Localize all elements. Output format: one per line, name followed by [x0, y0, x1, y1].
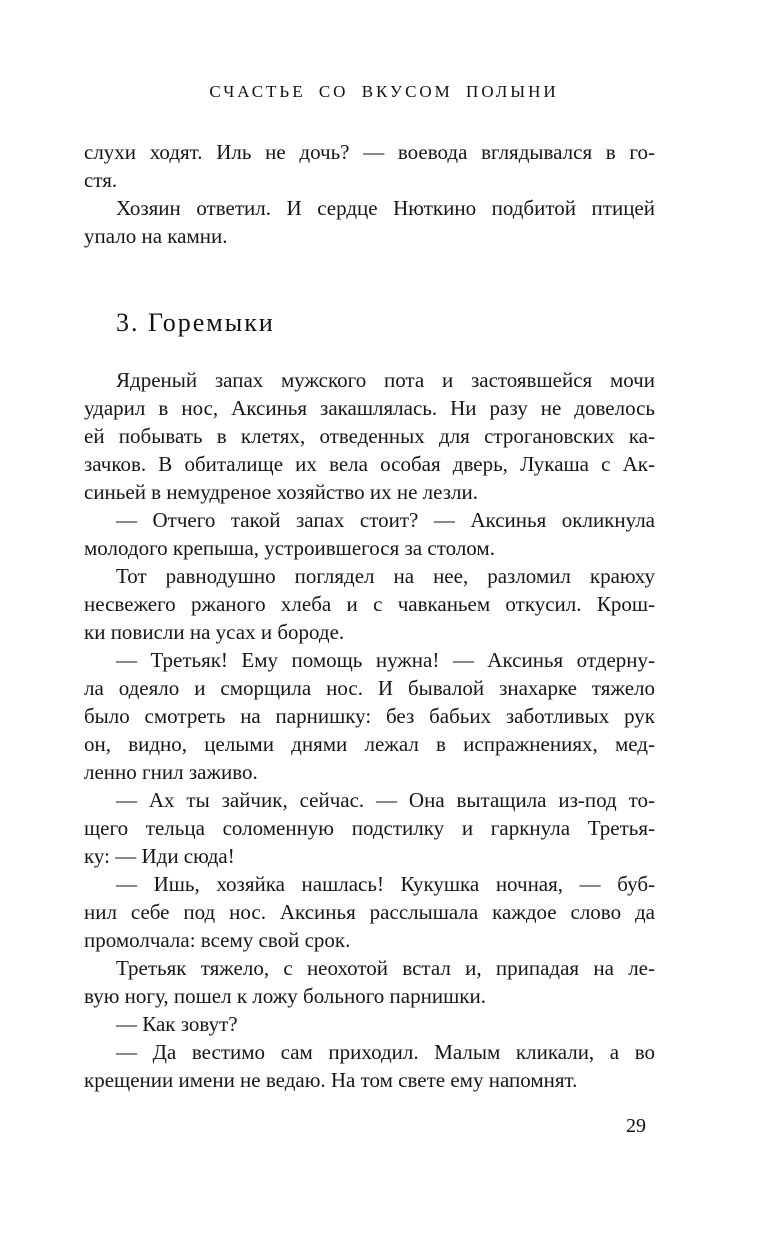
text-line: зачков. В обиталище их вела особая дверь, Лукаша с Ак- — [84, 452, 655, 476]
text-line: синьей в немудреное хозяйство их не лезли. — [84, 480, 478, 504]
paragraph — [84, 366, 655, 506]
text-line: он, видно, целыми днями лежал в испражнениях, мед- — [84, 732, 655, 756]
text-line: — Да вестимо сам приходил. Малым кликали, а во — [116, 1040, 655, 1064]
page-number: 29 — [626, 1115, 646, 1137]
paragraph — [84, 1038, 655, 1094]
text-line: Хозяин ответил. И сердце Нюткино подбитой птицей — [116, 196, 655, 220]
text-line: было смотреть на парнишку: без бабьих заботливых рук — [84, 704, 655, 728]
text-line: ки повисли на усах и бороде. — [84, 620, 345, 644]
text-line: — Ах ты зайчик, сейчас. — Она вытащила из-под то- — [116, 788, 655, 812]
text-line: Третьяк тяжело, с неохотой встал и, припадая на ле- — [116, 956, 655, 980]
text-line: ей побывать в клетях, отведенных для строгановских ка- — [84, 424, 655, 448]
text-line: щего тельца соломенную подстилку и гаркнула Третья- — [84, 816, 655, 840]
text-line: — Как зовут? — [116, 1012, 238, 1036]
text-line: ла одеяло и сморщила нос. И бывалой знахарке тяжело — [84, 676, 655, 700]
paragraph — [84, 870, 655, 954]
text-line: нил себе под нос. Аксинья расслышала каждое слово да — [84, 900, 655, 924]
text-line: несвежего ржаного хлеба и с чавканьем откусил. Крош- — [84, 592, 655, 616]
text-line: промолчала: всему свой срок. — [84, 928, 351, 952]
paragraph — [84, 562, 655, 646]
text-line: упало на камни. — [84, 224, 228, 248]
text-line: Тот равнодушно поглядел на нее, разломил краюху — [116, 564, 655, 588]
text-line: ленно гнил заживо. — [84, 760, 258, 784]
text-line: слухи ходят. Иль не дочь? — воевода вглядывался в го- — [84, 140, 655, 164]
text-line: крещении имени не ведаю. На том свете ему напомнят. — [84, 1068, 578, 1092]
paragraph — [84, 646, 655, 786]
paragraph — [84, 786, 655, 870]
paragraph — [84, 954, 655, 1010]
paragraph — [84, 1010, 655, 1038]
paragraph — [84, 138, 655, 194]
text-line: молодого крепыша, устроившегося за столом. — [84, 536, 495, 560]
page-body — [84, 138, 655, 1094]
paragraph — [84, 506, 655, 562]
text-line: — Ишь, хозяйка нашлась! Кукушка ночная, — буб- — [116, 872, 655, 896]
text-line: стя. — [84, 168, 118, 192]
text-line: — Отчего такой запах стоит? — Аксинья окликнула — [116, 508, 655, 532]
text-line: Ядреный запах мужского пота и застоявшейся мочи — [116, 368, 655, 392]
section-heading: 3. Горемыки — [116, 308, 275, 337]
text-line: ударил в нос, Аксинья закашлялась. Ни разу не довелось — [84, 396, 655, 420]
text-line: ку: — Иди сюда! — [84, 844, 235, 868]
text-line: вую ногу, пошел к ложу больного парнишки. — [84, 984, 486, 1008]
text-line: — Третьяк! Ему помощь нужна! — Аксинья отдерну- — [116, 648, 655, 672]
paragraph — [84, 194, 655, 250]
running-title: СЧАСТЬЕ СО ВКУСОМ ПОЛЫНИ — [209, 82, 559, 101]
